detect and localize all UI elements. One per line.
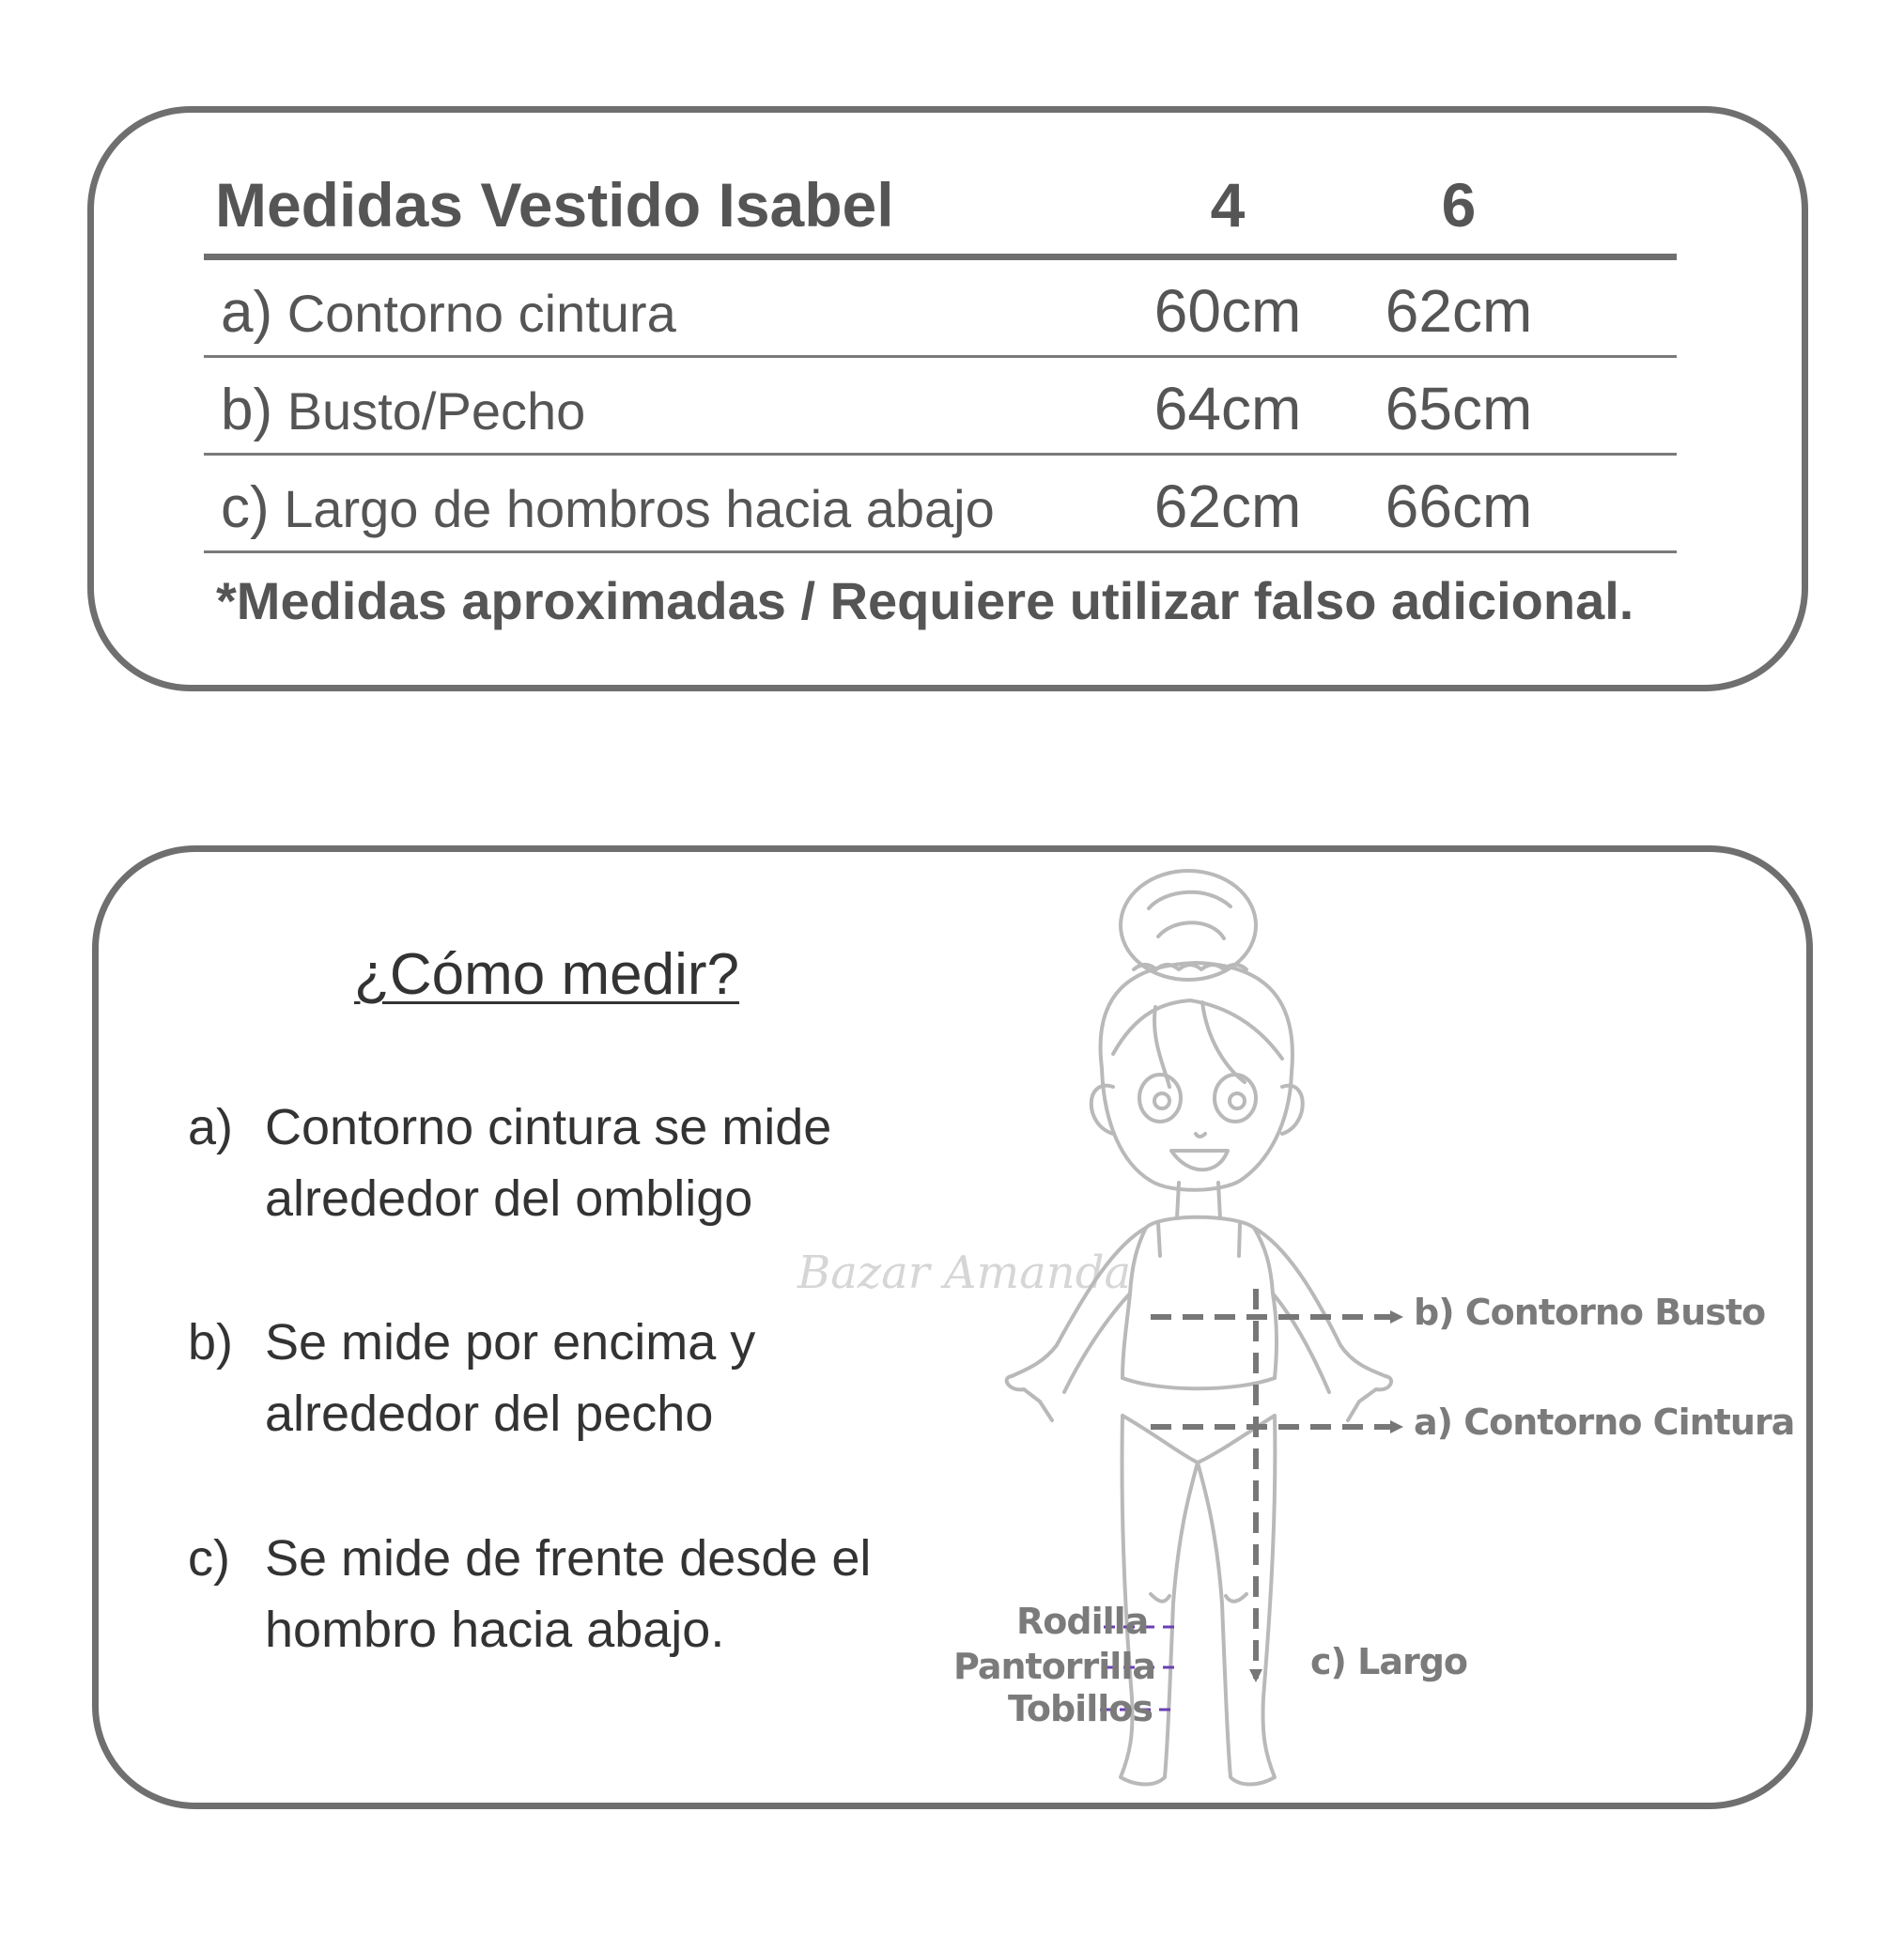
- value-size-4: 64cm: [1153, 375, 1302, 442]
- how-to-measure-card: [92, 845, 1813, 1809]
- watermark: Bazar Amanda: [797, 1247, 1132, 1299]
- size-6-header: 6: [1441, 170, 1477, 240]
- row-label-text: Busto/Pecho: [286, 381, 586, 441]
- knee-label: Rodilla: [1016, 1601, 1149, 1642]
- value-size-4: 60cm: [1153, 277, 1302, 345]
- how-to-title: ¿Cómo medir?: [354, 942, 739, 1007]
- row-key: b): [221, 378, 273, 442]
- step-text: Se mide por encima y alrededor del pecho: [265, 1314, 756, 1442]
- row-label: [221, 279, 676, 346]
- size-table-title: Medidas Vestido Isabel: [215, 170, 894, 240]
- size-4-header: 4: [1210, 170, 1246, 240]
- bust-label: b) Contorno Busto: [1414, 1292, 1766, 1333]
- row-key: c): [221, 475, 270, 540]
- table-row: [204, 456, 1677, 553]
- value-size-6: 62cm: [1385, 277, 1533, 345]
- step-key: b): [188, 1314, 234, 1371]
- size-table-note: *Medidas aproximadas / Requiere utilizar falso adicional.: [216, 571, 1634, 630]
- step-text: Contorno cintura se mide alrededor del ombligo: [265, 1099, 832, 1227]
- table-row: [204, 358, 1677, 456]
- size-table-card: [87, 106, 1808, 691]
- ankle-label: Tobillos: [1008, 1688, 1153, 1729]
- calf-label: Pantorrilla: [953, 1646, 1155, 1687]
- row-key: a): [221, 280, 273, 345]
- row-label-text: Contorno cintura: [286, 284, 676, 343]
- step-key: a): [188, 1099, 234, 1155]
- size-table: [204, 155, 1677, 553]
- value-size-6: 66cm: [1385, 472, 1533, 540]
- step-key: c): [188, 1530, 230, 1587]
- step-text: Se mide de frente desde el hombro hacia abajo.: [265, 1530, 872, 1658]
- size-table-header: [204, 155, 1677, 260]
- value-size-6: 65cm: [1385, 375, 1533, 442]
- length-label: c) Largo: [1310, 1641, 1468, 1682]
- value-size-4: 62cm: [1153, 472, 1302, 540]
- table-row: [204, 260, 1677, 358]
- waist-label: a) Contorno Cintura: [1414, 1402, 1795, 1443]
- row-label-text: Largo de hombros hacia abajo: [284, 479, 995, 538]
- row-label: [221, 377, 585, 443]
- row-label: [221, 474, 995, 541]
